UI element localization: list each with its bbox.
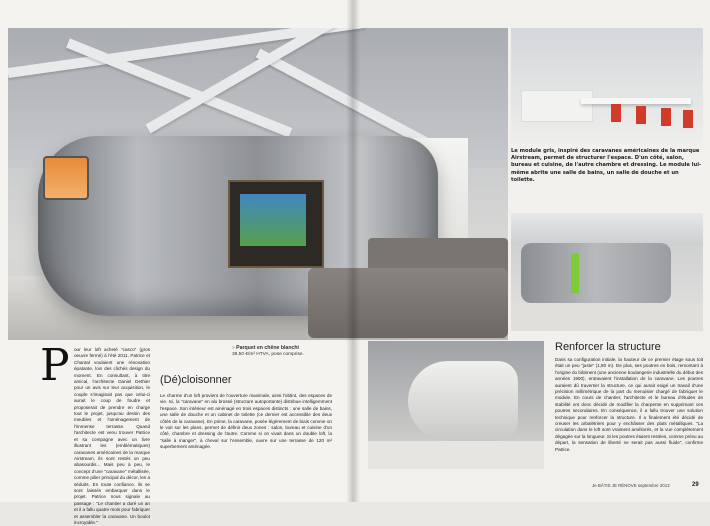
footer-magazine: Je BÂTIS JE RÉNOVE septembre 2013 [592,483,670,488]
floor [368,441,544,469]
photo-caption: Le module gris, inspiré des caravanes américaines de la marque Airstream, permet de structurer l'espace. D'un côté, salon, bureau et cuisine, de l'autre chambre et dressing. Le module lui-même abrite une salle de bains, un salle de douche et un toilette. [511,148,702,183]
intro-text [38,340,150,526]
red-chair [661,108,671,126]
section-text-decloisonner: Le charme d'un loft provient de l'ouverture maximale, ainsi l'obtint, des espaces de vie. Ici, la "caravane" en alu brossé (structure autoportante) distribue intelligemment l'espace. Son intérieur est aménagé en trois espaces distincts : une salle de bains, une salle de douche et un cabinet de toilette (ce dernier est accessible des deux côtés de la caravane). En prime, la caravane, posée légèrement de biais comme on le voit sur les plans, permet de définir deux zones : salon, bureau et cuisine d'un côté, chambre et dressing de l'autre. Comme si on vivait dans un double loft, la "salle à manger", à cheval sur l'ensemble, ouvre sur une terrasse de 120 m² superbement aménagée. [160,393,332,450]
parquet-note [232,345,342,358]
photo-bedroom-caravan [368,341,544,469]
main-photo-loft-caravan [8,28,508,340]
dining-table [581,98,691,104]
tv-screen [240,194,306,246]
intro-paragraph: our leur loft acheté "casco" (gros oeuvre fermé) à l'été 2011, Patrice et Chantal voulaient une rénovation épatante, loin des clichés design du moment. En consultant, à titre amical, l'architecte Daniel Dethier pour un avis sur leur acquisition, le couple s'imaginait pas que celui-ci aurait le coup de foudre et proposerait de prendre en charge tout le projet, jusqu'au dessin des meubles et l'aménagement de l'immense terrasse. Quand l'architecte est venu trouver Patrice et sa compagne avec un livre illustrant les (emblématiques) caravanes américaines de la marque Airstream, ils sont restés un peu abasourdis... Mais peu à peu, le concept d'une "caravane" métallisée, comme pilier principal du décor, les a séduits. En toute confiance, ils se sont laissés embarquer dans le projet. Patrice nous signale au passage : "Le chantier a duré un an et il a fallu quatre mois pour fabriquer et assembler la caravane. Un boulot incroyable." [74,347,150,525]
section-title-decloisonner: (Dé)cloisonner [160,374,232,386]
caravan-white [408,361,518,441]
floor [511,303,703,331]
photo-corridor-caravan [511,213,703,331]
photo-kitchen-dining [511,28,703,144]
page-number: 29 [692,482,699,488]
parquet-detail: 38,50 €/m² HTVA, pose comprise. [232,352,304,358]
ceiling [511,213,703,243]
section-title-structure: Renforcer la structure [555,341,661,353]
orange-window [43,156,89,200]
gutter-shadow [346,0,360,502]
section-text-structure: Dans sa configuration initiale, la hauteur de ce premier étage sous toit était un peu "juste" (1,80 m). De plus, ses poutres en bois, remontant à l'origine du bâtiment (une ancienne boulangerie industrielle du début des années 1900), entravaient l'installation de la caravane. Les poutres auraient dû traverser la structure, ce qui aurait exigé un travail d'une précision millimétrique de la part du menuisier chargé de fabriquer le module. En cours de chantier, l'architecte et le bureau d'études de stabilité ont donc décidé de modifier la charpente en supprimant ces poutres secondaires. En conséquence, il a fallu trouver une solution technique pour renforcer la structure. Il a finalement été décidé de creuser les arbalétriers pour y enchâsser des plats métalliques. "La circulation dans le loft sont vraiment améliorés, et la vue complètement dégagée sur la longueur. Si les poutres étaient restées, comme prévu au départ, la sensation de liberté ne serait pas aussi fluide", confirme Patrice. [555,357,703,452]
green-light [571,253,579,293]
red-chair [611,104,621,122]
kitchen-counter [521,90,593,122]
parquet-title: Parquet en chêne blanchi [236,345,299,351]
sofa [308,268,508,338]
red-chair [683,110,693,128]
drop-cap: P [40,340,70,391]
caravan-side [521,243,671,303]
red-chair [636,106,646,124]
arrow-icon: > [232,346,237,351]
